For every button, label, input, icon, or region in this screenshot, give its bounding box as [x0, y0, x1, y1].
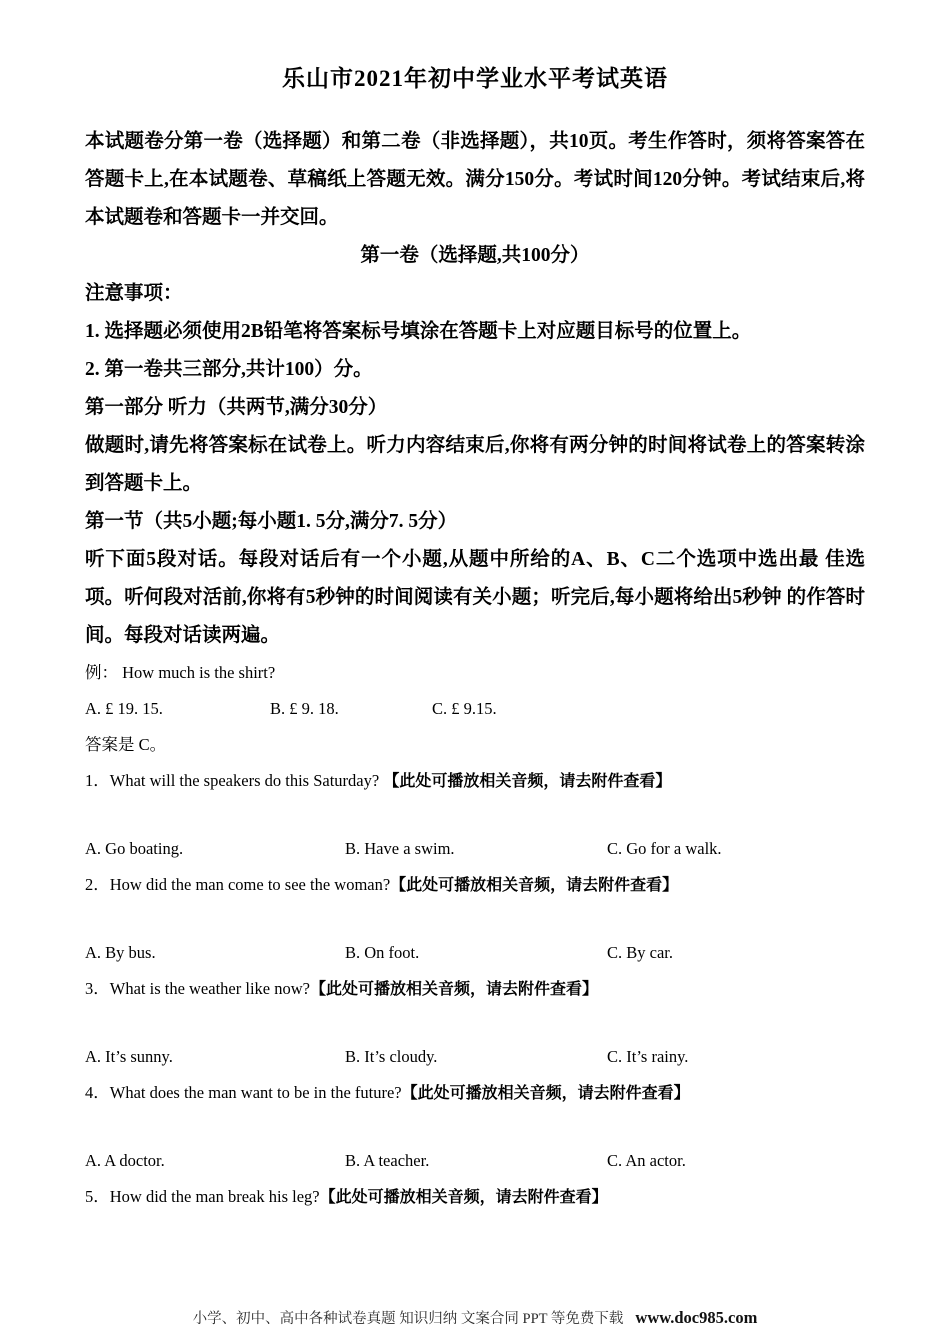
- audio-placeholder: 【此处可播放相关音频，请去附件查看】: [401, 1085, 690, 1102]
- question-2-option-b: B. On foot.: [345, 943, 420, 962]
- question-3-block: [85, 971, 865, 1075]
- question-3-options-row: [85, 1039, 865, 1075]
- footer-site-link[interactable]: www.doc985.com: [635, 1308, 758, 1327]
- audio-placeholder: 【此处可播放相关音频，请去附件查看】: [390, 877, 679, 894]
- audio-placeholder: 【此处可播放相关音频，请去附件查看】: [309, 981, 598, 998]
- question-1-option-c: C. Go for a walk.: [607, 839, 722, 858]
- audio-placeholder: 【此处可播放相关音频，请去附件查看】: [383, 773, 672, 790]
- question-1-line: [85, 763, 865, 800]
- question-5-line: [85, 1179, 865, 1216]
- note-1: 1. 选择题必须使用2B铅笔将答案标号填涂在答题卡上对应题目标号的位置上。: [85, 321, 752, 342]
- question-4-line: [85, 1075, 865, 1112]
- part1-note: 做题时,请先将答案标在试卷上。听力内容结束后,你将有两分钟的时间将试卷上的答案转涂到答题卡上。: [85, 435, 865, 494]
- question-1-options-row: [85, 831, 865, 867]
- section1-instructions: 听下面5段对话。每段对话后有一个小题,从题中所给的A、B、C二个选项中选出最 佳选项。听何段对活前,你将有5秒钟的时间阅读有关小题；听完后,每小题将给出5秒钟 的作答时间。每段对话读两遍。: [85, 549, 865, 646]
- question-3-text: 3．What is the weather like now?: [85, 979, 310, 998]
- section1-heading: 第一节（共5小题;每小题1. 5分,满分7. 5分）: [85, 511, 458, 532]
- question-3-line: [85, 971, 865, 1008]
- part1-heading: 第一部分 听力（共两节,满分30分）: [85, 397, 388, 418]
- question-2-block: [85, 867, 865, 971]
- example-option-a: A. £ 19. 15.: [85, 699, 163, 718]
- audio-placeholder: 【此处可播放相关音频，请去附件查看】: [319, 1189, 608, 1206]
- question-2-text: 2．How did the man come to see the woman?: [85, 875, 391, 894]
- notes-header: 注意事项：: [85, 283, 183, 304]
- note-2: 2. 第一卷共三部分,共计100）分。: [85, 359, 373, 380]
- page-title: 乐山市2021年初中学业水平考试英语: [282, 66, 668, 91]
- question-3-option-a: A. It’s sunny.: [85, 1047, 173, 1066]
- question-2-line: [85, 867, 865, 904]
- example-option-c: C. £ 9.15.: [432, 699, 497, 718]
- question-4-option-b: B. A teacher.: [345, 1151, 430, 1170]
- example-option-b: B. £ 9. 18.: [270, 699, 339, 718]
- footer-promo-text: 小学、初中、高中各种试卷真题 知识归纳 文案合同 PPT 等免费下载: [192, 1311, 624, 1327]
- question-1-option-a: A. Go boating.: [85, 839, 184, 858]
- question-4-text: 4．What does the man want to be in the future?: [85, 1083, 402, 1102]
- exam-intro-paragraph: 本试题卷分第一卷（选择题）和第二卷（非选择题），共10页。考生作答时，须将答案答在答题卡上,在本试题卷、草稿纸上答题无效。满分150分。考试时间120分钟。考试结束后,将本试题卷和答题卡一并交回。: [85, 131, 865, 228]
- question-3-option-c: C. It’s rainy.: [607, 1047, 689, 1066]
- example-options-row: [85, 691, 865, 727]
- page-footer: [0, 1307, 950, 1328]
- question-1-text: 1．What will the speakers do this Saturday?: [85, 771, 384, 790]
- example-answer: 答案是 C。: [85, 735, 167, 754]
- question-5-text: 5．How did the man break his leg?: [85, 1187, 320, 1206]
- question-2-option-c: C. By car.: [607, 943, 673, 962]
- example-question: 例： How much is the shirt?: [85, 663, 276, 682]
- question-2-options-row: [85, 935, 865, 971]
- question-4-block: [85, 1075, 865, 1179]
- question-1-option-b: B. Have a swim.: [345, 839, 455, 858]
- question-5-block: [85, 1179, 865, 1216]
- example-block: [85, 655, 865, 763]
- question-4-options-row: [85, 1143, 865, 1179]
- question-2-option-a: A. By bus.: [85, 943, 156, 962]
- volume1-heading: 第一卷（选择题,共100分）: [360, 245, 590, 266]
- question-3-option-b: B. It’s cloudy.: [345, 1047, 438, 1066]
- question-4-option-c: C. An actor.: [607, 1151, 686, 1170]
- question-1-block: [85, 763, 865, 867]
- question-4-option-a: A. A doctor.: [85, 1151, 165, 1170]
